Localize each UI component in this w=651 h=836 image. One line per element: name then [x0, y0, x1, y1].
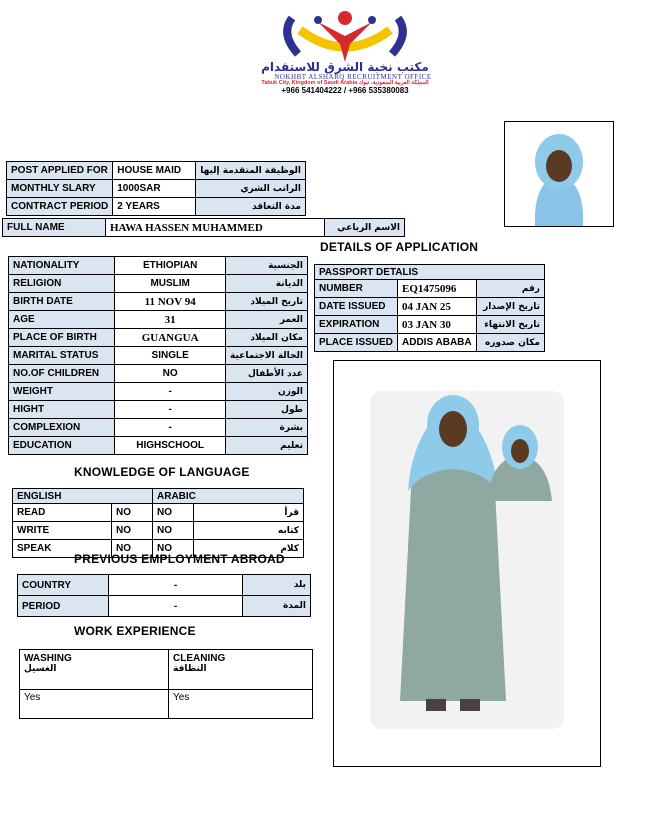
personal-label-ar: تعليم: [226, 437, 308, 455]
personal-label-ar: الجنسية: [226, 257, 308, 275]
personal-label: NATIONALITY: [9, 257, 115, 275]
table-row: [315, 316, 545, 334]
table-row: [9, 437, 308, 455]
job-label: MONTHLY SLARY: [7, 180, 113, 198]
language-table: [12, 488, 304, 558]
language-english-value: NO: [112, 504, 153, 522]
table-row: [18, 596, 311, 617]
job-value: HOUSE MAID: [113, 162, 196, 180]
job-label: CONTRACT PERIOD: [7, 198, 113, 216]
table-row: [9, 401, 308, 419]
personal-value: -: [115, 383, 226, 401]
previous-label-ar: المدة: [243, 596, 311, 617]
personal-value: GUANGUA: [115, 329, 226, 347]
logo-arabic-name: مكتب نخبة الشرق للاستقدام: [261, 60, 429, 74]
table-row: [20, 650, 313, 690]
work-washing-value: Yes: [20, 690, 169, 719]
previous-value: -: [109, 575, 243, 596]
personal-label-ar: مكان الميلاد: [226, 329, 308, 347]
details-title: DETAILS OF APPLICATION: [320, 240, 479, 254]
office-phones: +966 541404222 / +966 535380083: [281, 86, 409, 95]
passport-title: PASSPORT DETALIS: [315, 265, 545, 280]
table-row: [9, 293, 308, 311]
table-row: [7, 162, 306, 180]
table-row: [13, 504, 304, 522]
personal-label-ar: طول: [226, 401, 308, 419]
table-row: [20, 690, 313, 719]
work-cleaning-value: Yes: [169, 690, 313, 719]
table-row: [13, 522, 304, 540]
personal-label: NO.OF CHILDREN: [9, 365, 115, 383]
language-english-value: NO: [112, 522, 153, 540]
table-row: [315, 334, 545, 352]
personal-value: MUSLIM: [115, 275, 226, 293]
passport-label: NUMBER: [315, 280, 398, 298]
passport-value: EQ1475096: [398, 280, 477, 298]
language-skill-label: READ: [13, 504, 112, 522]
work-cleaning-label: CLEANING: [173, 653, 226, 664]
passport-label-ar: تاريخ الانتهاء: [477, 316, 545, 334]
company-logo: [270, 4, 420, 64]
work-washing-header: [20, 650, 169, 690]
personal-table: [8, 256, 308, 455]
language-arabic-value: NO: [153, 522, 194, 540]
table-row: [9, 383, 308, 401]
table-row: [315, 280, 545, 298]
work-cleaning-header: [169, 650, 313, 690]
personal-value: -: [115, 401, 226, 419]
table-row: [315, 265, 545, 280]
personal-label: PLACE OF BIRTH: [9, 329, 115, 347]
personal-label-ar: تاريخ الميلاد: [226, 293, 308, 311]
previous-employment-title: PREVIOUS EMPLOYMENT ABROAD: [74, 552, 285, 566]
language-arabic-value: NO: [153, 504, 194, 522]
full-name-table: [2, 218, 405, 237]
work-cleaning-label-ar: النظافة: [173, 664, 207, 674]
personal-value: 11 NOV 94: [115, 293, 226, 311]
job-label-ar: مدة التعاقد: [196, 198, 306, 216]
language-skill-label-ar: قرأ: [194, 504, 304, 522]
personal-label: AGE: [9, 311, 115, 329]
personal-value: HIGHSCHOOL: [115, 437, 226, 455]
personal-label: RELIGION: [9, 275, 115, 293]
personal-label: COMPLEXION: [9, 419, 115, 437]
passport-table: [314, 264, 545, 352]
table-row: [9, 365, 308, 383]
table-row: [9, 347, 308, 365]
previous-label: COUNTRY: [18, 575, 109, 596]
table-row: [7, 198, 306, 216]
table-row: [7, 180, 306, 198]
language-skill-label-ar: كتابه: [194, 522, 304, 540]
language-arabic-header: ARABIC: [153, 489, 304, 504]
table-row: [9, 275, 308, 293]
job-label-ar: الراتب الشري: [196, 180, 306, 198]
portrait-photo: [504, 121, 614, 227]
personal-value: SINGLE: [115, 347, 226, 365]
passport-label: DATE ISSUED: [315, 298, 398, 316]
passport-label: PLACE ISSUED: [315, 334, 398, 352]
personal-value: NO: [115, 365, 226, 383]
table-row: [3, 219, 405, 237]
personal-label-ar: العمر: [226, 311, 308, 329]
language-arabic-value: NO: [153, 540, 194, 558]
job-label-ar: الوظيفة المتقدمة إليها: [196, 162, 306, 180]
job-table: [6, 161, 306, 216]
full-name-value: HAWA HASSEN MUHAMMED: [106, 219, 325, 237]
work-washing-label-ar: الغسيل: [24, 664, 57, 674]
passport-label-ar: مكان صدوره: [477, 334, 545, 352]
personal-label: WEIGHT: [9, 383, 115, 401]
passport-label-ar: تاريخ الإصدار: [477, 298, 545, 316]
passport-label: EXPIRATION: [315, 316, 398, 334]
full-name-label-ar: الاسم الرباعي: [325, 219, 405, 237]
table-row: [13, 489, 304, 504]
personal-value: -: [115, 419, 226, 437]
language-skill-label: SPEAK: [13, 540, 112, 558]
previous-employment-table: [17, 574, 311, 617]
table-row: [9, 329, 308, 347]
personal-label: BIRTH DATE: [9, 293, 115, 311]
full-name-label: FULL NAME: [3, 219, 106, 237]
previous-label: PERIOD: [18, 596, 109, 617]
personal-label-ar: عدد الأطفال: [226, 365, 308, 383]
passport-label-ar: رقم: [477, 280, 545, 298]
passport-value: ADDIS ABABA: [398, 334, 477, 352]
work-experience-table: [19, 649, 313, 719]
language-english-header: ENGLISH: [13, 489, 153, 504]
personal-label: MARITAL STATUS: [9, 347, 115, 365]
language-skill-label: WRITE: [13, 522, 112, 540]
language-skill-label-ar: كلام: [194, 540, 304, 558]
table-row: [9, 419, 308, 437]
table-row: [9, 311, 308, 329]
job-value: 1000SAR: [113, 180, 196, 198]
full-body-photo: [333, 360, 601, 767]
personal-label: HIGHT: [9, 401, 115, 419]
personal-label-ar: بشرة: [226, 419, 308, 437]
table-row: [315, 298, 545, 316]
previous-value: -: [109, 596, 243, 617]
personal-label-ar: الوزن: [226, 383, 308, 401]
language-title: KNOWLEDGE OF LANGUAGE: [74, 465, 250, 479]
table-row: [18, 575, 311, 596]
job-label: POST APPLIED FOR: [7, 162, 113, 180]
personal-value: ETHIOPIAN: [115, 257, 226, 275]
personal-label-ar: الحالة الاجتماعية: [226, 347, 308, 365]
previous-label-ar: بلد: [243, 575, 311, 596]
personal-label: EDUCATION: [9, 437, 115, 455]
personal-value: 31: [115, 311, 226, 329]
job-value: 2 YEARS: [113, 198, 196, 216]
passport-value: 04 JAN 25: [398, 298, 477, 316]
office-address: Tabuk City, Kingdom of Saudi Arabia المملكة العربية السعودية، تبوك: [261, 80, 429, 86]
work-experience-title: WORK EXPERIENCE: [74, 624, 196, 638]
table-row: [9, 257, 308, 275]
logo-english-name: NOKHBT ALSHARQ RECRUITMENT OFFICE: [274, 73, 432, 81]
work-washing-label: WASHING: [24, 653, 72, 664]
language-english-value: NO: [112, 540, 153, 558]
passport-value: 03 JAN 30: [398, 316, 477, 334]
personal-label-ar: الديانة: [226, 275, 308, 293]
